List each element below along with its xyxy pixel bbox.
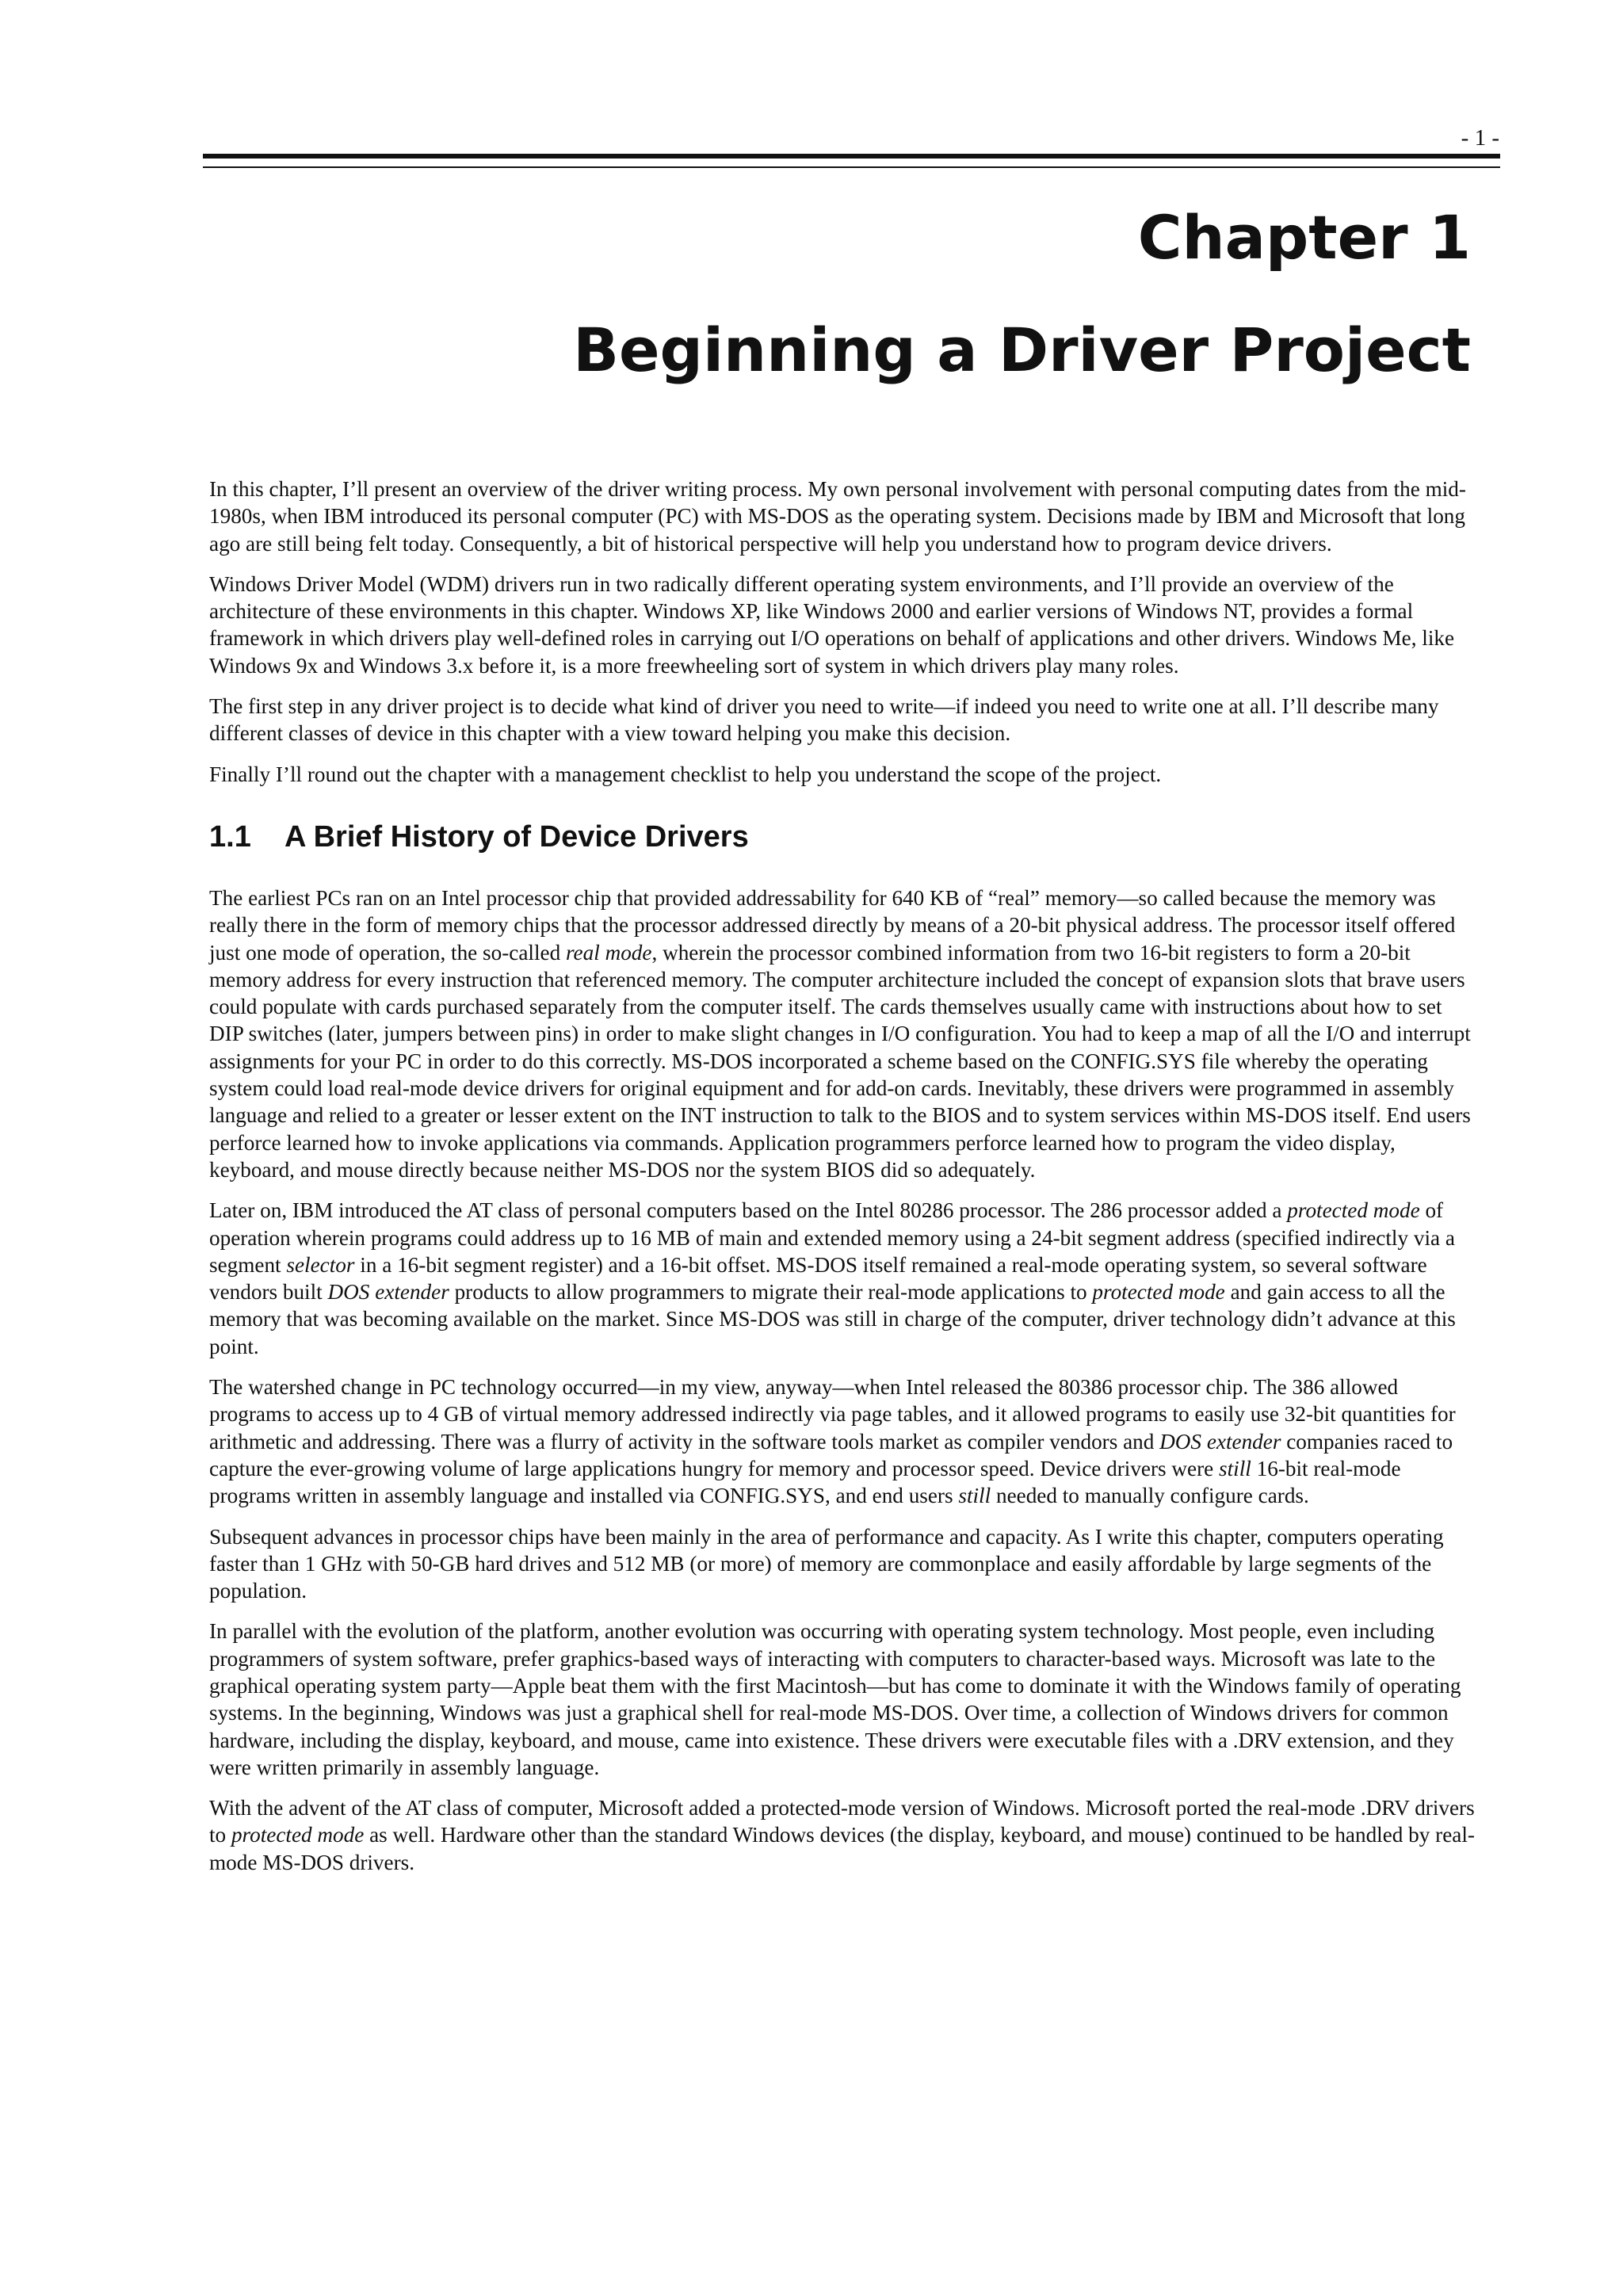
italic-term: real mode	[565, 940, 652, 965]
body-paragraph: Subsequent advances in processor chips have been mainly in the area of performance and capacity. As I write this chapter, computers operating faster than 1 GHz with 50-GB hard drives and 512 MB (or more) of memory are commonplace and easily affordable by large segments of the population.	[209, 1524, 1444, 1603]
chapter-heading	[203, 194, 1471, 394]
italic-term: DOS extender	[1159, 1429, 1281, 1454]
intro-paragraph: Finally I’ll round out the chapter with a management checklist to help you understand the scope of the project.	[209, 762, 1162, 786]
italic-term: protected mode	[1092, 1280, 1225, 1305]
section-number: 1.1	[209, 819, 251, 854]
text-run: of operation wherein programs could address up to 16 MB of main and extended memory using a 24-bit segment address (specified indirectly via a segment	[209, 1198, 1455, 1277]
italic-term: selector	[286, 1252, 355, 1277]
body-text	[209, 476, 1477, 1889]
text-run: as well. Hardware other than the standard Windows devices (the display, keyboard, and mouse) continued to be handled by real-mode MS-DOS drivers.	[209, 1823, 1475, 1874]
text-run: 16-bit real-mode programs written in assembly language and installed via CONFIG.SYS, and end users	[209, 1456, 1401, 1508]
intro-paragraph: Windows Driver Model (WDM) drivers run in two radically different operating system environments, and I’ll provide an overview of the architecture of these environments in this chapter. Windows XP, like Windows 2000 and earlier versions of Windows NT, provides a formal framework in which drivers play well-defined roles in carrying out I/O operations on behalf of applications and other drivers. Windows Me, like Windows 9x and Windows 3.x before it, is a more freewheeling sort of system in which drivers play many roles.	[209, 571, 1455, 678]
body-paragraph	[209, 884, 1477, 1183]
text-run: companies raced to capture the ever-growing volume of large applications hungry for memory and processor speed. Device drivers were	[209, 1429, 1453, 1480]
text-run: The watershed change in PC technology occurred—in my view, anyway—when Intel released the 80386 processor chip. The 386 allowed programs to access up to 4 GB of virtual memory addressed indirectly via page tables, and it allowed programs to easily use 32-bit quantities for arithmetic and addressing. There was a flurry of activity in the software tools market as compiler vendors and	[209, 1375, 1456, 1454]
text-run: Later on, IBM introduced the AT class of personal computers based on the Intel 80286 processor. The 286 processor added a	[209, 1198, 1288, 1223]
header-rule-thin	[203, 166, 1500, 168]
page-number: - 1 -	[1461, 125, 1499, 151]
body-paragraph: In parallel with the evolution of the platform, another evolution was occurring with operating system technology. Most people, even including programmers of system software, prefer graphics-based ways of interacting with computers to character-based ways. Microsoft was late to the graphical operating system party—Apple beat them with the first Macintosh—but has come to dominate it with the Windows family of operating systems. In the beginning, Windows was just a graphical shell for real-mode MS-DOS. Over time, a collection of Windows drivers for common hardware, including the display, keyboard, and mouse, came into existence. These drivers were executable files with a .DRV extension, and they were written primarily in assembly language.	[209, 1619, 1461, 1779]
text-run: , wherein the processor combined information from two 16-bit registers to form a 20-bit memory address for every instruction that referenced memory. The computer architecture included the concept of expansion slots that brave users could populate with cards purchased separately from the computer itself. The cards themselves usually came with instructions about how to set DIP switches (later, jumpers between pins) in order to make slight changes in I/O configuration. You had to keep a map of all the I/O and interrupt assignments for your PC in order to do this correctly. MS-DOS incorporated a scheme based on the CONFIG.SYS file whereby the operating system could load real-mode device drivers for original equipment and for add-on cards. Inevitably, these drivers were programmed in assembly language and relied to a greater or lesser extent on the INT instruction to talk to the BIOS and to system services within MS-DOS itself. End users perforce learned how to invoke applications via commands. Application programmers perforce learned how to program the video display, keyboard, and mouse directly because neither MS-DOS nor the system BIOS did so adequately.	[209, 940, 1471, 1182]
text-run: The earliest PCs ran on an Intel processor chip that provided addressability for 640 KB of “real” memory—so called because the memory was really there in the form of memory chips that the processor addressed directly by means of a 20-bit physical address. The processor itself offered just one mode of operation, the so-called	[209, 885, 1456, 965]
intro-paragraph: The first step in any driver project is to decide what kind of driver you need to write—if indeed you need to write one at all. I’ll describe many different classes of device in this chapter with a view toward helping you make this decision.	[209, 694, 1439, 746]
section-heading	[209, 819, 1477, 854]
chapter-title: Beginning a Driver Project	[573, 315, 1471, 385]
text-run: and gain access to all the memory that was becoming available on the market. Since MS-DOS was still in charge of the computer, driver technology didn’t advance at this point.	[209, 1280, 1456, 1358]
text-run: With the advent of the AT class of computer, Microsoft added a protected-mode version of Windows. Microsoft ported the real-mode .DRV drivers to	[209, 1796, 1475, 1847]
body-paragraph	[209, 1373, 1477, 1509]
text-run: products to allow programmers to migrate their real-mode applications to	[449, 1280, 1093, 1305]
italic-term: DOS extender	[327, 1280, 449, 1305]
section-title: A Brief History of Device Drivers	[285, 819, 749, 854]
body-paragraph	[209, 1794, 1477, 1876]
italic-term: still	[958, 1484, 991, 1508]
body-paragraph	[209, 1197, 1477, 1360]
text-run: in a 16-bit segment register) and a 16-bit offset. MS-DOS itself remained a real-mode operating system, so several software vendors built	[209, 1252, 1427, 1305]
intro-paragraph: In this chapter, I’ll present an overview of the driver writing process. My own personal involvement with personal computing dates from the mid-1980s, when IBM introduced its personal computer (PC) with MS-DOS as the operating system. Decisions made by IBM and Microsoft that long ago are still being felt today. Consequently, a bit of historical perspective will help you understand how to program device drivers.	[209, 477, 1466, 556]
text-run: needed to manually configure cards.	[991, 1484, 1309, 1508]
italic-term: protected mode	[231, 1823, 365, 1847]
italic-term: still	[1219, 1456, 1251, 1480]
header-rule-thick	[203, 154, 1500, 159]
chapter-number: Chapter 1	[1137, 202, 1471, 273]
italic-term: protected mode	[1287, 1198, 1420, 1223]
